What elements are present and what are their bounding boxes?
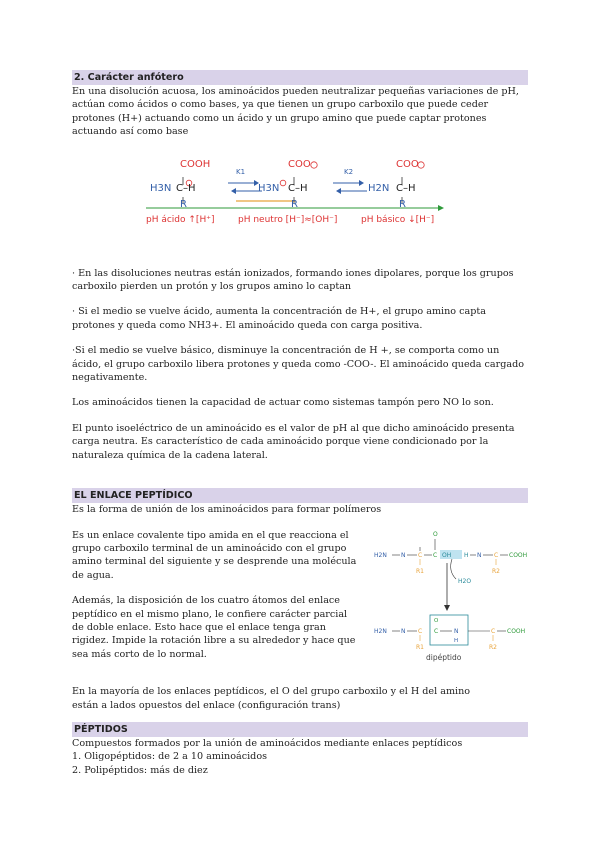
h2n-bottom-label: H2N	[374, 627, 387, 635]
cooh-top-label: COOH	[509, 551, 528, 559]
ch-label-3: C–H	[396, 182, 416, 194]
svg-text:N: N	[401, 551, 406, 559]
k1-label: K1	[236, 167, 246, 176]
paragraph-intro-enlace: Es la forma de unión de los aminoácidos para formar polímeros	[72, 504, 382, 516]
svg-text:O: O	[434, 617, 439, 624]
svg-text:H: H	[454, 637, 459, 644]
r1-bottom-label: R1	[416, 643, 424, 651]
paragraph-neutral: · En las disoluciones neutras están ionizados, formando iones dipolares, porque los grupos carboxilo pierden un protón y los grupos amino lo captan	[72, 267, 514, 293]
ch-label-2: C–H	[288, 182, 308, 194]
paragraph-intro-anfotero: En una disolución acuosa, los aminoácidos pueden neutralizar pequeñas variaciones de pH, actúan como ácidos o como bases, ya que tienen un grupo carboxilo que puede ceder protones (H+) actuando como un ácido y un grupo amino que puede captar protones actuando así como base	[72, 86, 519, 138]
svg-text:C: C	[494, 551, 499, 559]
ph-neutral-label: pH neutro [H⁻]≈[OH⁻]	[238, 214, 338, 225]
cooh-bottom-label: COOH	[507, 627, 526, 635]
h2n-top-label: H2N	[374, 551, 387, 559]
coo-label-3: COO	[396, 158, 419, 170]
ch-label-1: C–H	[176, 182, 196, 194]
paragraph-covalent: Es un enlace covalente tipo amida en el que reacciona el grupo carboxilo terminal de un aminoácido con el grupo amino terminal del siguiente y se desprende una molécula de agua.	[72, 529, 357, 581]
r2-bottom-label: R2	[489, 643, 497, 651]
r-label-1: R	[180, 198, 187, 210]
paragraph-trans: En la mayoría de los enlaces peptídicos, el O del grupo carboxilo y el H del amino están a lados opuestos del enlace (configuración trans)	[72, 686, 471, 711]
section-header-peptidos: PÉPTIDOS	[72, 722, 528, 737]
document-page	[72, 70, 528, 777]
paragraph-acid: · Si el medio se vuelve ácido, aumenta la concentración de H+, el grupo amino capta protones y queda como NH3+. El aminoácido queda con carga positiva.	[72, 306, 486, 331]
dipeptide-caption: dipéptido	[426, 652, 462, 662]
paragraph-basic: ·Si el medio se vuelve básico, disminuye la concentración de H +, se comporta como un ácido, el grupo carboxilo libera protones y queda como -COO-. El aminoácido queda cargado negativamente.	[72, 345, 524, 384]
svg-text:C: C	[418, 551, 423, 559]
paragraph-tampon: Los aminoácidos tienen la capacidad de actuar como sistemas tampón pero NO lo son.	[72, 397, 494, 409]
k2-label: K2	[344, 167, 354, 176]
amphoteric-figure	[146, 153, 456, 243]
svg-text:C: C	[434, 627, 439, 635]
paragraph-plane: Además, la disposición de los cuatro átomos del enlace peptídico en el mismo plano, le confiere carácter parcial de doble enlace. Esto hace que el enlace tenga gran rigidez. Impide la rotación libre a su alrededor y hace que sea más corto de lo normal.	[72, 595, 356, 660]
peptide-section	[72, 517, 528, 712]
r2-top-label: R2	[492, 567, 500, 575]
section-header-anfotero: 2. Carácter anfótero	[72, 70, 528, 85]
list-item-oligopeptidos: 1. Oligopéptidos: de 2 a 10 aminoácidos	[72, 751, 268, 763]
ph-acid-label: pH ácido ↑[H⁺]	[146, 214, 215, 225]
coo-label-2: COO	[288, 158, 311, 170]
svg-text:C: C	[491, 627, 496, 635]
h2n-label-3: H2N	[368, 182, 390, 194]
r-label-2: R	[291, 198, 298, 210]
section-header-enlace: EL ENLACE PEPTÍDICO	[72, 488, 528, 503]
list-item-polipeptidos: 2. Polipéptidos: más de diez	[72, 764, 208, 776]
paragraph-intro-peptidos: Compuestos formados por la unión de aminoácidos mediante enlaces peptídicos	[72, 737, 463, 749]
cooh-label-1: COOH	[180, 158, 211, 170]
svg-text:O: O	[433, 530, 438, 538]
svg-text:C: C	[418, 627, 423, 635]
svg-text:N: N	[401, 627, 406, 635]
h3n-label-2: H3N	[258, 182, 280, 194]
peptide-bond-diagram	[372, 521, 537, 671]
svg-text:H: H	[464, 551, 469, 559]
r-label-3: R	[399, 198, 406, 210]
svg-text:N: N	[477, 551, 482, 559]
svg-text:C: C	[433, 551, 438, 559]
svg-text:N: N	[454, 627, 459, 635]
r1-top-label: R1	[416, 567, 424, 575]
h3n-label-1: H3N	[150, 182, 172, 194]
ph-basic-label: pH básico ↓[H⁻]	[361, 214, 435, 225]
svg-text:OH: OH	[442, 551, 452, 559]
h2o-label: H2O	[458, 577, 472, 585]
paragraph-isoelectric: El punto isoeléctrico de un aminoácido es el valor de pH al que dicho aminoácido presenta carga neutra. Es característico de cada aminoácido porque viene condicionado por la naturaleza química de la cadena lateral.	[72, 422, 515, 461]
